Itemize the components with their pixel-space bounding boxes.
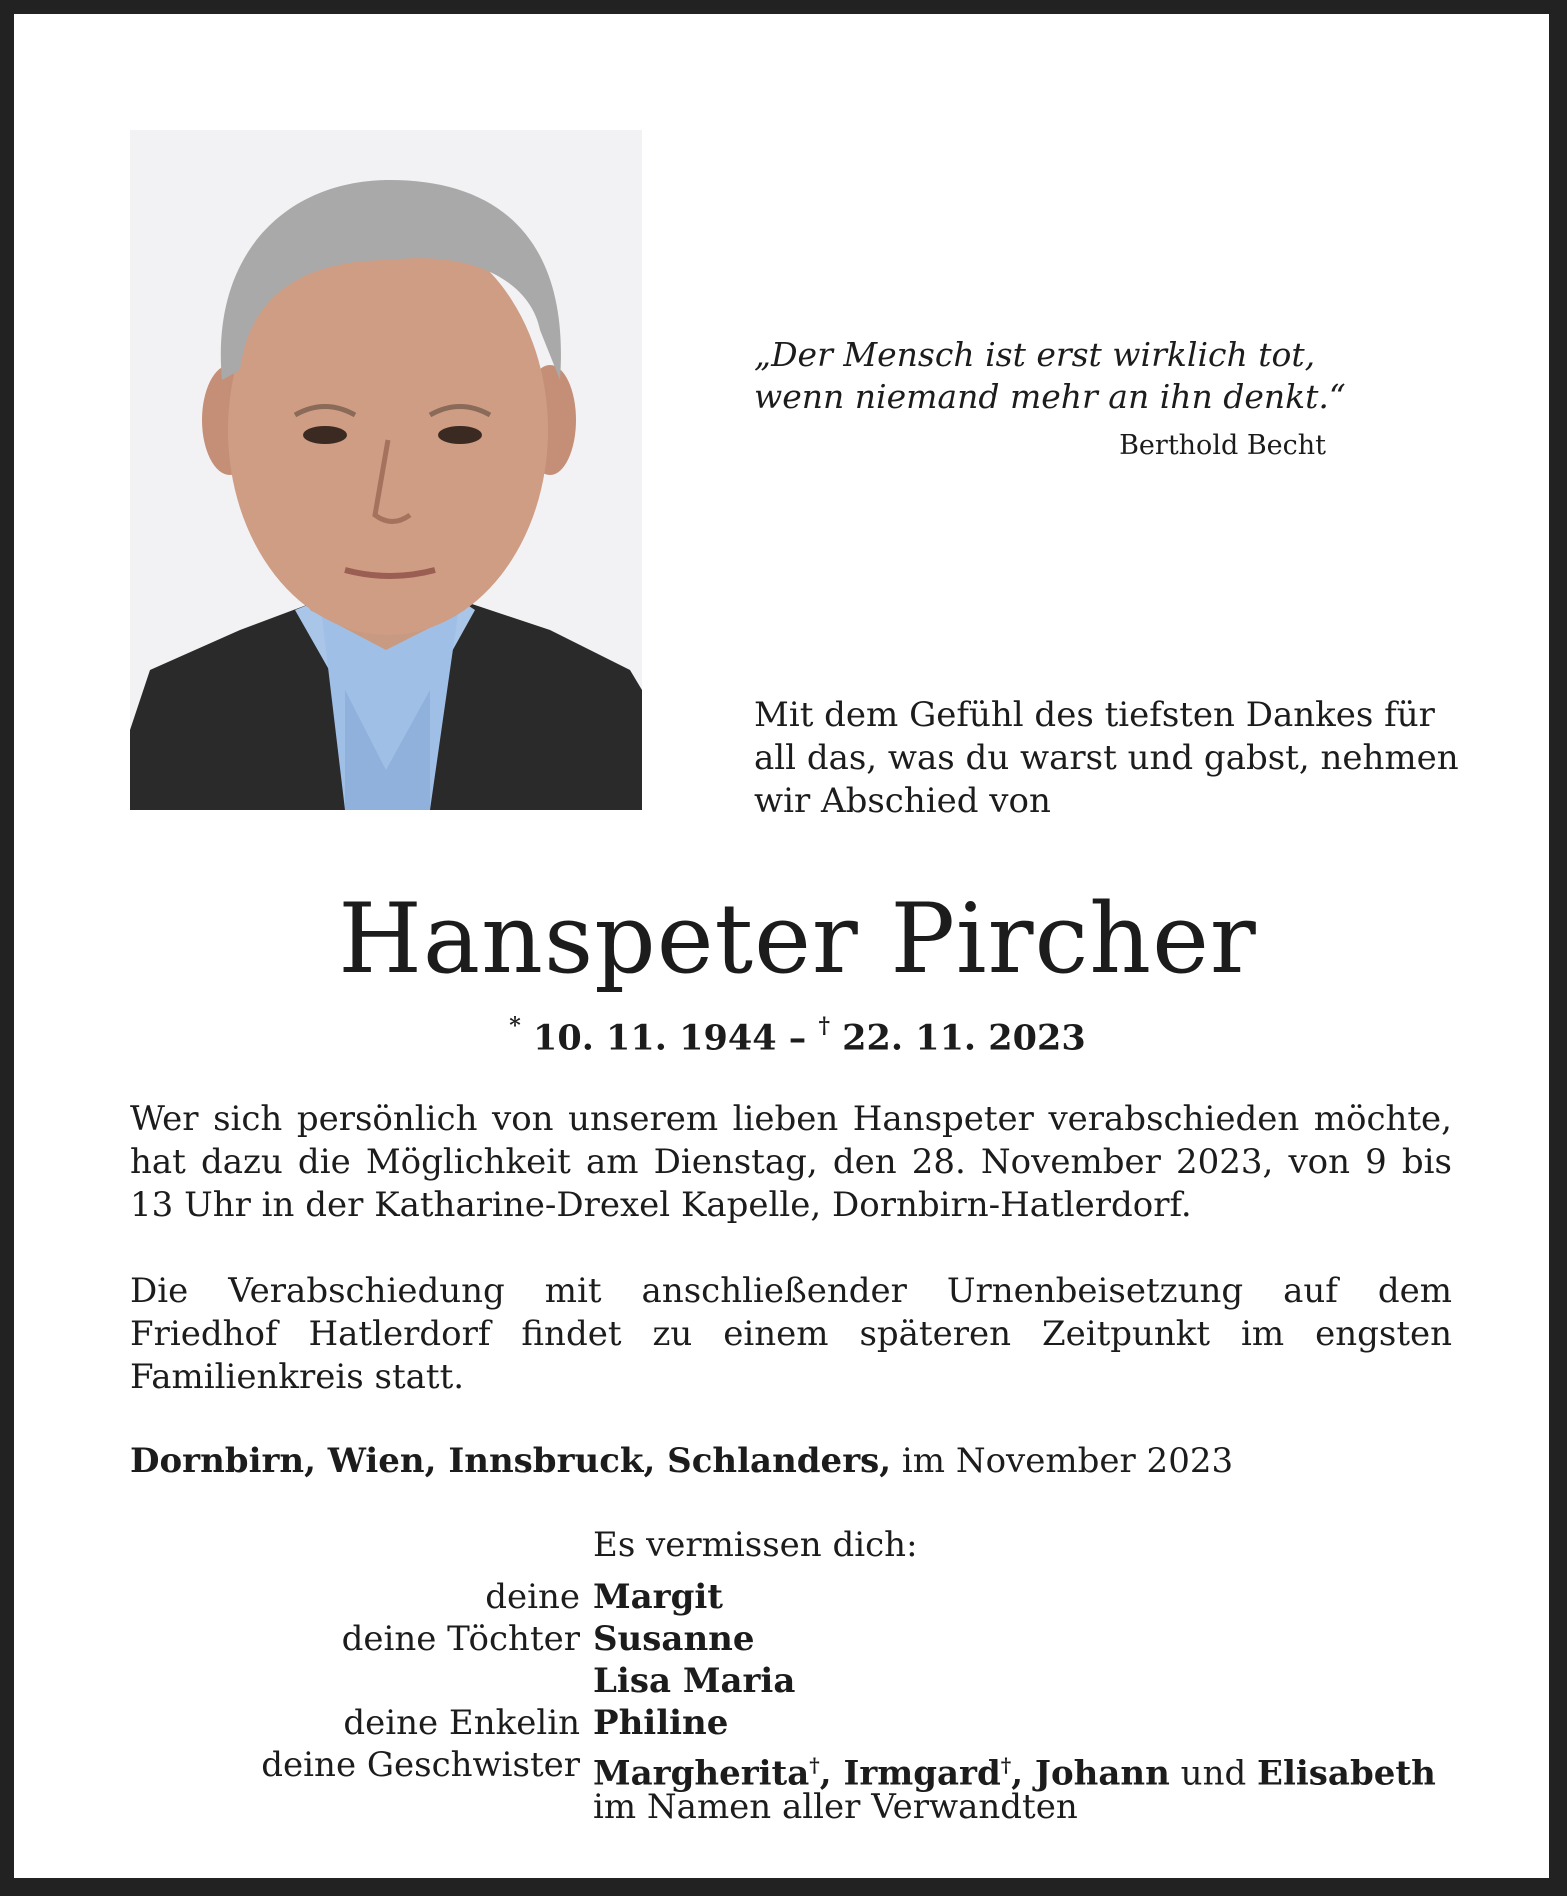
closing-text: im Namen aller Verwandten	[593, 1787, 1078, 1827]
mourner-relation	[130, 1660, 593, 1702]
intro-line-2: all das, was du warst und gabst, nehmen	[754, 738, 1459, 778]
death-symbol: †	[818, 1013, 830, 1039]
deceased-cross-2: †	[1000, 1753, 1012, 1777]
quote-author: Berthold Becht	[1119, 430, 1326, 461]
life-dates	[14, 1013, 1567, 1059]
places-line	[130, 1440, 1452, 1483]
date-separator: –	[776, 1017, 819, 1059]
mourner-name: Susanne	[593, 1619, 755, 1659]
sibling-sep-2: ,	[1011, 1753, 1035, 1794]
farewell-line-2: hat dazu die Möglichkeit am Dienstag, den 28. November 2023, von 9 bis	[130, 1142, 1452, 1182]
birth-symbol: *	[509, 1013, 521, 1039]
burial-paragraph	[130, 1270, 1452, 1399]
mourner-row	[130, 1618, 1452, 1660]
burial-line-2: Friedhof Hatlerdorf findet zu einem späteren Zeitpunkt im engsten	[130, 1314, 1452, 1354]
mourner-relation: deine	[485, 1577, 580, 1617]
mourners-heading-row	[130, 1524, 1452, 1576]
mourner-row	[130, 1702, 1452, 1744]
portrait-photo	[130, 130, 642, 810]
sibling-and: und	[1169, 1753, 1258, 1794]
siblings-relation: deine Geschwister	[261, 1745, 580, 1785]
burial-line-3: Familienkreis statt.	[130, 1357, 465, 1397]
quote-line-1: „Der Mensch ist erst wirklich tot,	[754, 335, 1316, 374]
farewell-line-3: 13 Uhr in der Katharine-Drexel Kapelle, Dornbirn-Hatlerdorf.	[130, 1185, 1192, 1225]
sibling-name-3: Johann	[1034, 1753, 1170, 1794]
sibling-name-4: Elisabeth	[1257, 1753, 1436, 1794]
mourners-heading: Es vermissen dich:	[593, 1525, 918, 1565]
sibling-sep-1: ,	[819, 1753, 844, 1794]
birth-date: 10. 11. 1944	[532, 1017, 777, 1059]
closing-row	[130, 1786, 1452, 1828]
intro-line-1: Mit dem Gefühl des tiefsten Dankes für	[754, 695, 1435, 735]
intro-line-3: wir Abschied von	[754, 781, 1051, 821]
places-cities: Dornbirn, Wien, Innsbruck, Schlanders,	[130, 1441, 892, 1481]
siblings-row	[130, 1744, 1452, 1794]
farewell-line-1: Wer sich persönlich von unserem lieben Hanspeter verabschieden möchte,	[130, 1099, 1452, 1139]
mourners-list	[130, 1524, 1452, 1828]
sibling-name-1: Margherita	[593, 1753, 810, 1794]
mourner-relation: deine Enkelin	[343, 1703, 580, 1743]
mourner-name: Philine	[593, 1703, 729, 1743]
mourner-row	[130, 1660, 1452, 1702]
farewell-paragraph	[130, 1098, 1452, 1227]
mourner-name: Margit	[593, 1577, 723, 1617]
obituary-sheet	[14, 14, 1549, 1878]
mourner-relation: deine Töchter	[341, 1619, 580, 1659]
quote	[754, 334, 1374, 418]
deceased-name: Hanspeter Pircher	[338, 883, 1257, 995]
intro-text	[754, 694, 1459, 823]
burial-line-1: Die Verabschiedung mit anschließender Urnenbeisetzung auf dem	[130, 1271, 1452, 1311]
quote-line-2: wenn niemand mehr an ihn denkt.“	[754, 377, 1346, 416]
places-date: im November 2023	[891, 1441, 1234, 1481]
mourner-row	[130, 1576, 1452, 1618]
sibling-name-2: Irmgard	[843, 1753, 1001, 1794]
mourner-name: Lisa Maria	[593, 1661, 796, 1701]
death-date: 22. 11. 2023	[842, 1017, 1086, 1059]
deceased-cross-1: †	[809, 1753, 820, 1777]
